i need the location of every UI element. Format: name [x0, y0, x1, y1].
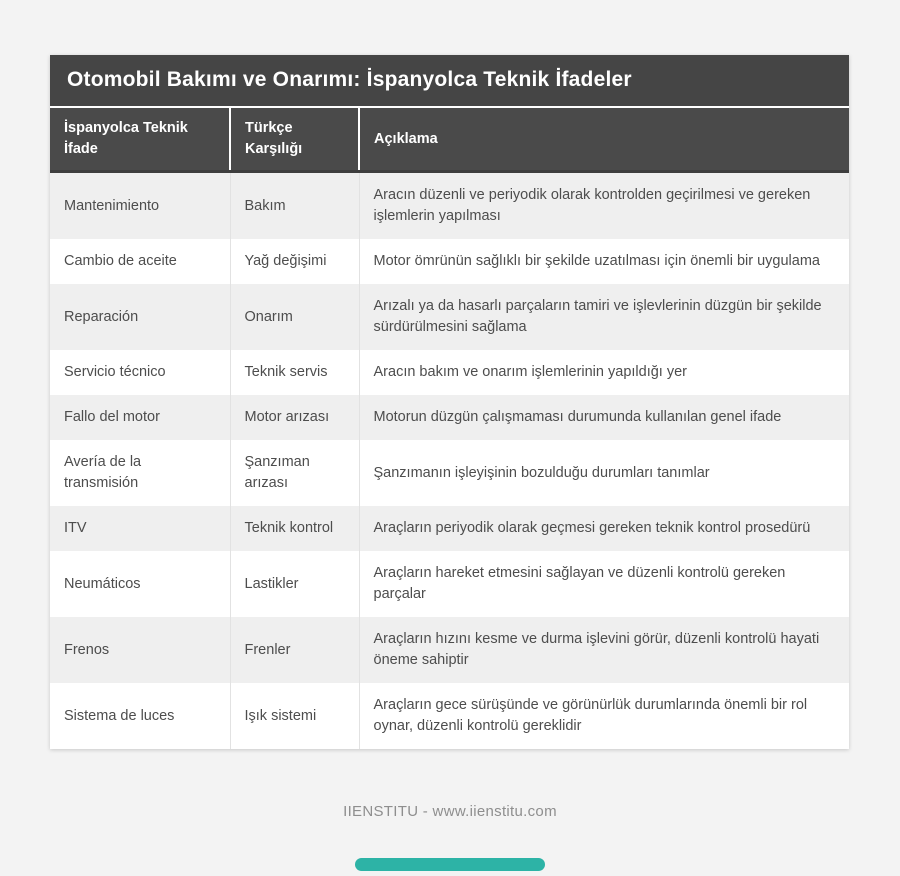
spanish-term-cell: Neumáticos [64, 575, 141, 592]
table-row [50, 239, 849, 284]
table-row [50, 551, 849, 617]
table-row [50, 440, 849, 506]
column-header-turkish-translation: Türkçe Karşılığı [230, 108, 359, 172]
turkish-translation-cell: Motor arızası [230, 395, 359, 440]
description-cell: Motor ömrünün sağlıklı bir şekilde uzatılması için önemli bir uygulama [359, 239, 849, 284]
spanish-term-cell: Fallo del motor [64, 409, 160, 426]
spanish-term-cell: Servicio técnico [64, 364, 166, 381]
description-cell: Aracın düzenli ve periyodik olarak kontrolden geçirilmesi ve gereken işlemlerin yapılması [359, 172, 849, 240]
turkish-translation-cell: Bakım [230, 172, 359, 240]
description-cell: Araçların gece sürüşünde ve görünürlük durumlarında önemli bir rol oynar, düzenli kontrolü gereklidir [359, 683, 849, 749]
turkish-translation-cell: Lastikler [230, 551, 359, 617]
description-cell: Arızalı ya da hasarlı parçaların tamiri ve işlevlerinin düzgün bir şekilde sürdürülmesini sağlama [359, 284, 849, 350]
description-cell: Şanzımanın işleyişinin bozulduğu durumları tanımlar [359, 440, 849, 506]
table-row [50, 617, 849, 683]
spanish-term-cell: Mantenimiento [64, 197, 160, 214]
content-card [50, 55, 849, 749]
table-row [50, 172, 849, 240]
footer-credit: IIENSTITU - www.iienstitu.com [343, 803, 557, 820]
table-row [50, 350, 849, 395]
column-header-description: Açıklama [359, 108, 849, 172]
table-row [50, 683, 849, 749]
table-body [50, 172, 849, 750]
spanish-term-cell: Avería de la transmisión [64, 454, 142, 492]
turkish-translation-cell: Yağ değişimi [230, 239, 359, 284]
turkish-translation-cell: Frenler [230, 617, 359, 683]
spanish-term-cell: Reparación [64, 308, 139, 325]
table-row [50, 506, 849, 551]
terms-table [50, 108, 849, 749]
page-title: Otomobil Bakımı ve Onarımı: İspanyolca Teknik İfadeler [50, 55, 849, 108]
description-cell: Motorun düzgün çalışmaması durumunda kullanılan genel ifade [359, 395, 849, 440]
description-cell: Araçların periyodik olarak geçmesi gereken teknik kontrol prosedürü [359, 506, 849, 551]
spanish-term-cell: Cambio de aceite [64, 253, 177, 270]
spanish-term-cell: ITV [64, 520, 87, 537]
bottom-accent-bar [355, 858, 545, 871]
description-cell: Araçların hızını kesme ve durma işlevini görür, düzenli kontrolü hayati öneme sahiptir [359, 617, 849, 683]
turkish-translation-cell: Onarım [230, 284, 359, 350]
table-header [50, 108, 849, 172]
table-row [50, 284, 849, 350]
column-header-spanish-term: İspanyolca Teknik İfade [50, 108, 230, 172]
turkish-translation-cell: Işık sistemi [230, 683, 359, 749]
table-row [50, 395, 849, 440]
turkish-translation-cell: Teknik servis [230, 350, 359, 395]
description-cell: Aracın bakım ve onarım işlemlerinin yapıldığı yer [359, 350, 849, 395]
turkish-translation-cell: Şanzıman arızası [230, 440, 359, 506]
turkish-translation-cell: Teknik kontrol [230, 506, 359, 551]
spanish-term-cell: Frenos [64, 641, 110, 658]
description-cell: Araçların hareket etmesini sağlayan ve düzenli kontrolü gereken parçalar [359, 551, 849, 617]
spanish-term-cell: Sistema de luces [64, 707, 175, 724]
